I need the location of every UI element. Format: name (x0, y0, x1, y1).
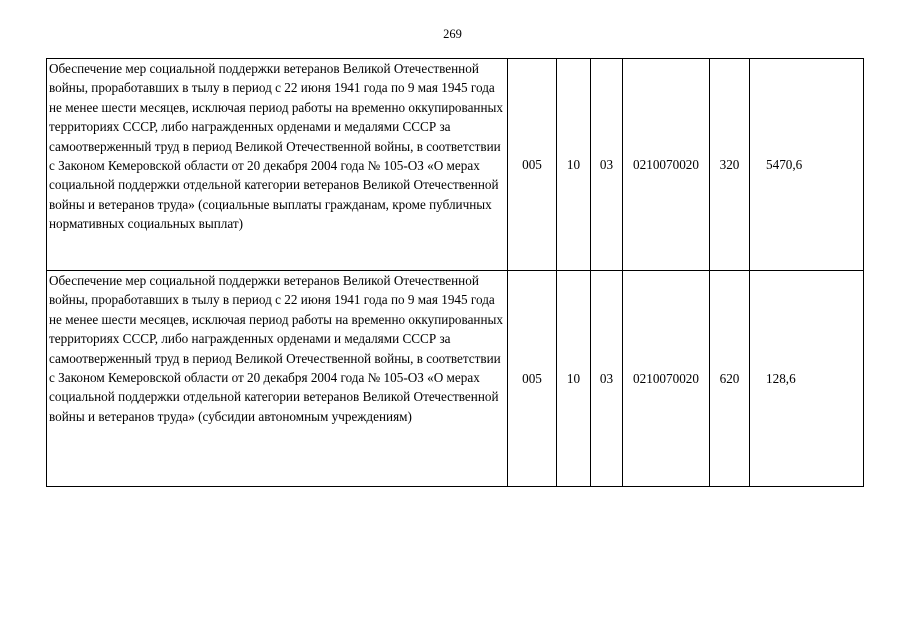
budget-table (46, 58, 864, 487)
amount-value: 5470,6 (750, 59, 864, 271)
subsection-code: 03 (591, 271, 623, 487)
expense-type-code: 320 (710, 59, 750, 271)
table-row (47, 59, 864, 271)
page-number: 269 (443, 27, 462, 41)
row-description: Обеспечение мер социальной поддержки ветеранов Великой Отечественной войны, проработавших в тылу в период с 22 июня 1941 года по 9 мая 1945 года не менее шести месяцев, исключая период работы на временно оккупированных территориях СССР, либо награжденных орденами и медалями СССР за самоотверженный труд в период Великой Отечественной войны, в соответствии с Законом Кемеровской области от 20 декабря 2004 года № 105-ОЗ «О мерах социальной поддержки отдельной категории ветеранов Великой Отечественной войны и ветеранов труда» (социальные выплаты гражданам, кроме публичных нормативных социальных выплат) (47, 59, 508, 271)
target-article-code: 0210070020 (623, 271, 710, 487)
section-code: 10 (557, 59, 591, 271)
ministry-code: 005 (508, 271, 557, 487)
ministry-code: 005 (508, 59, 557, 271)
target-article-code: 0210070020 (623, 59, 710, 271)
section-code: 10 (557, 271, 591, 487)
table-row (47, 271, 864, 487)
amount-value: 128,6 (750, 271, 864, 487)
expense-type-code: 620 (710, 271, 750, 487)
row-description: Обеспечение мер социальной поддержки ветеранов Великой Отечественной войны, проработавших в тылу в период с 22 июня 1941 года по 9 мая 1945 года не менее шести месяцев, исключая период работы на временно оккупированных территориях СССР, либо награжденных орденами и медалями СССР за самоотверженный труд в период Великой Отечественной войны, в соответствии с Законом Кемеровской области от 20 декабря 2004 года № 105-ОЗ «О мерах социальной поддержки отдельной категории ветеранов Великой Отечественной войны и ветеранов труда» (субсидии автономным учреждениям) (47, 271, 508, 487)
subsection-code: 03 (591, 59, 623, 271)
